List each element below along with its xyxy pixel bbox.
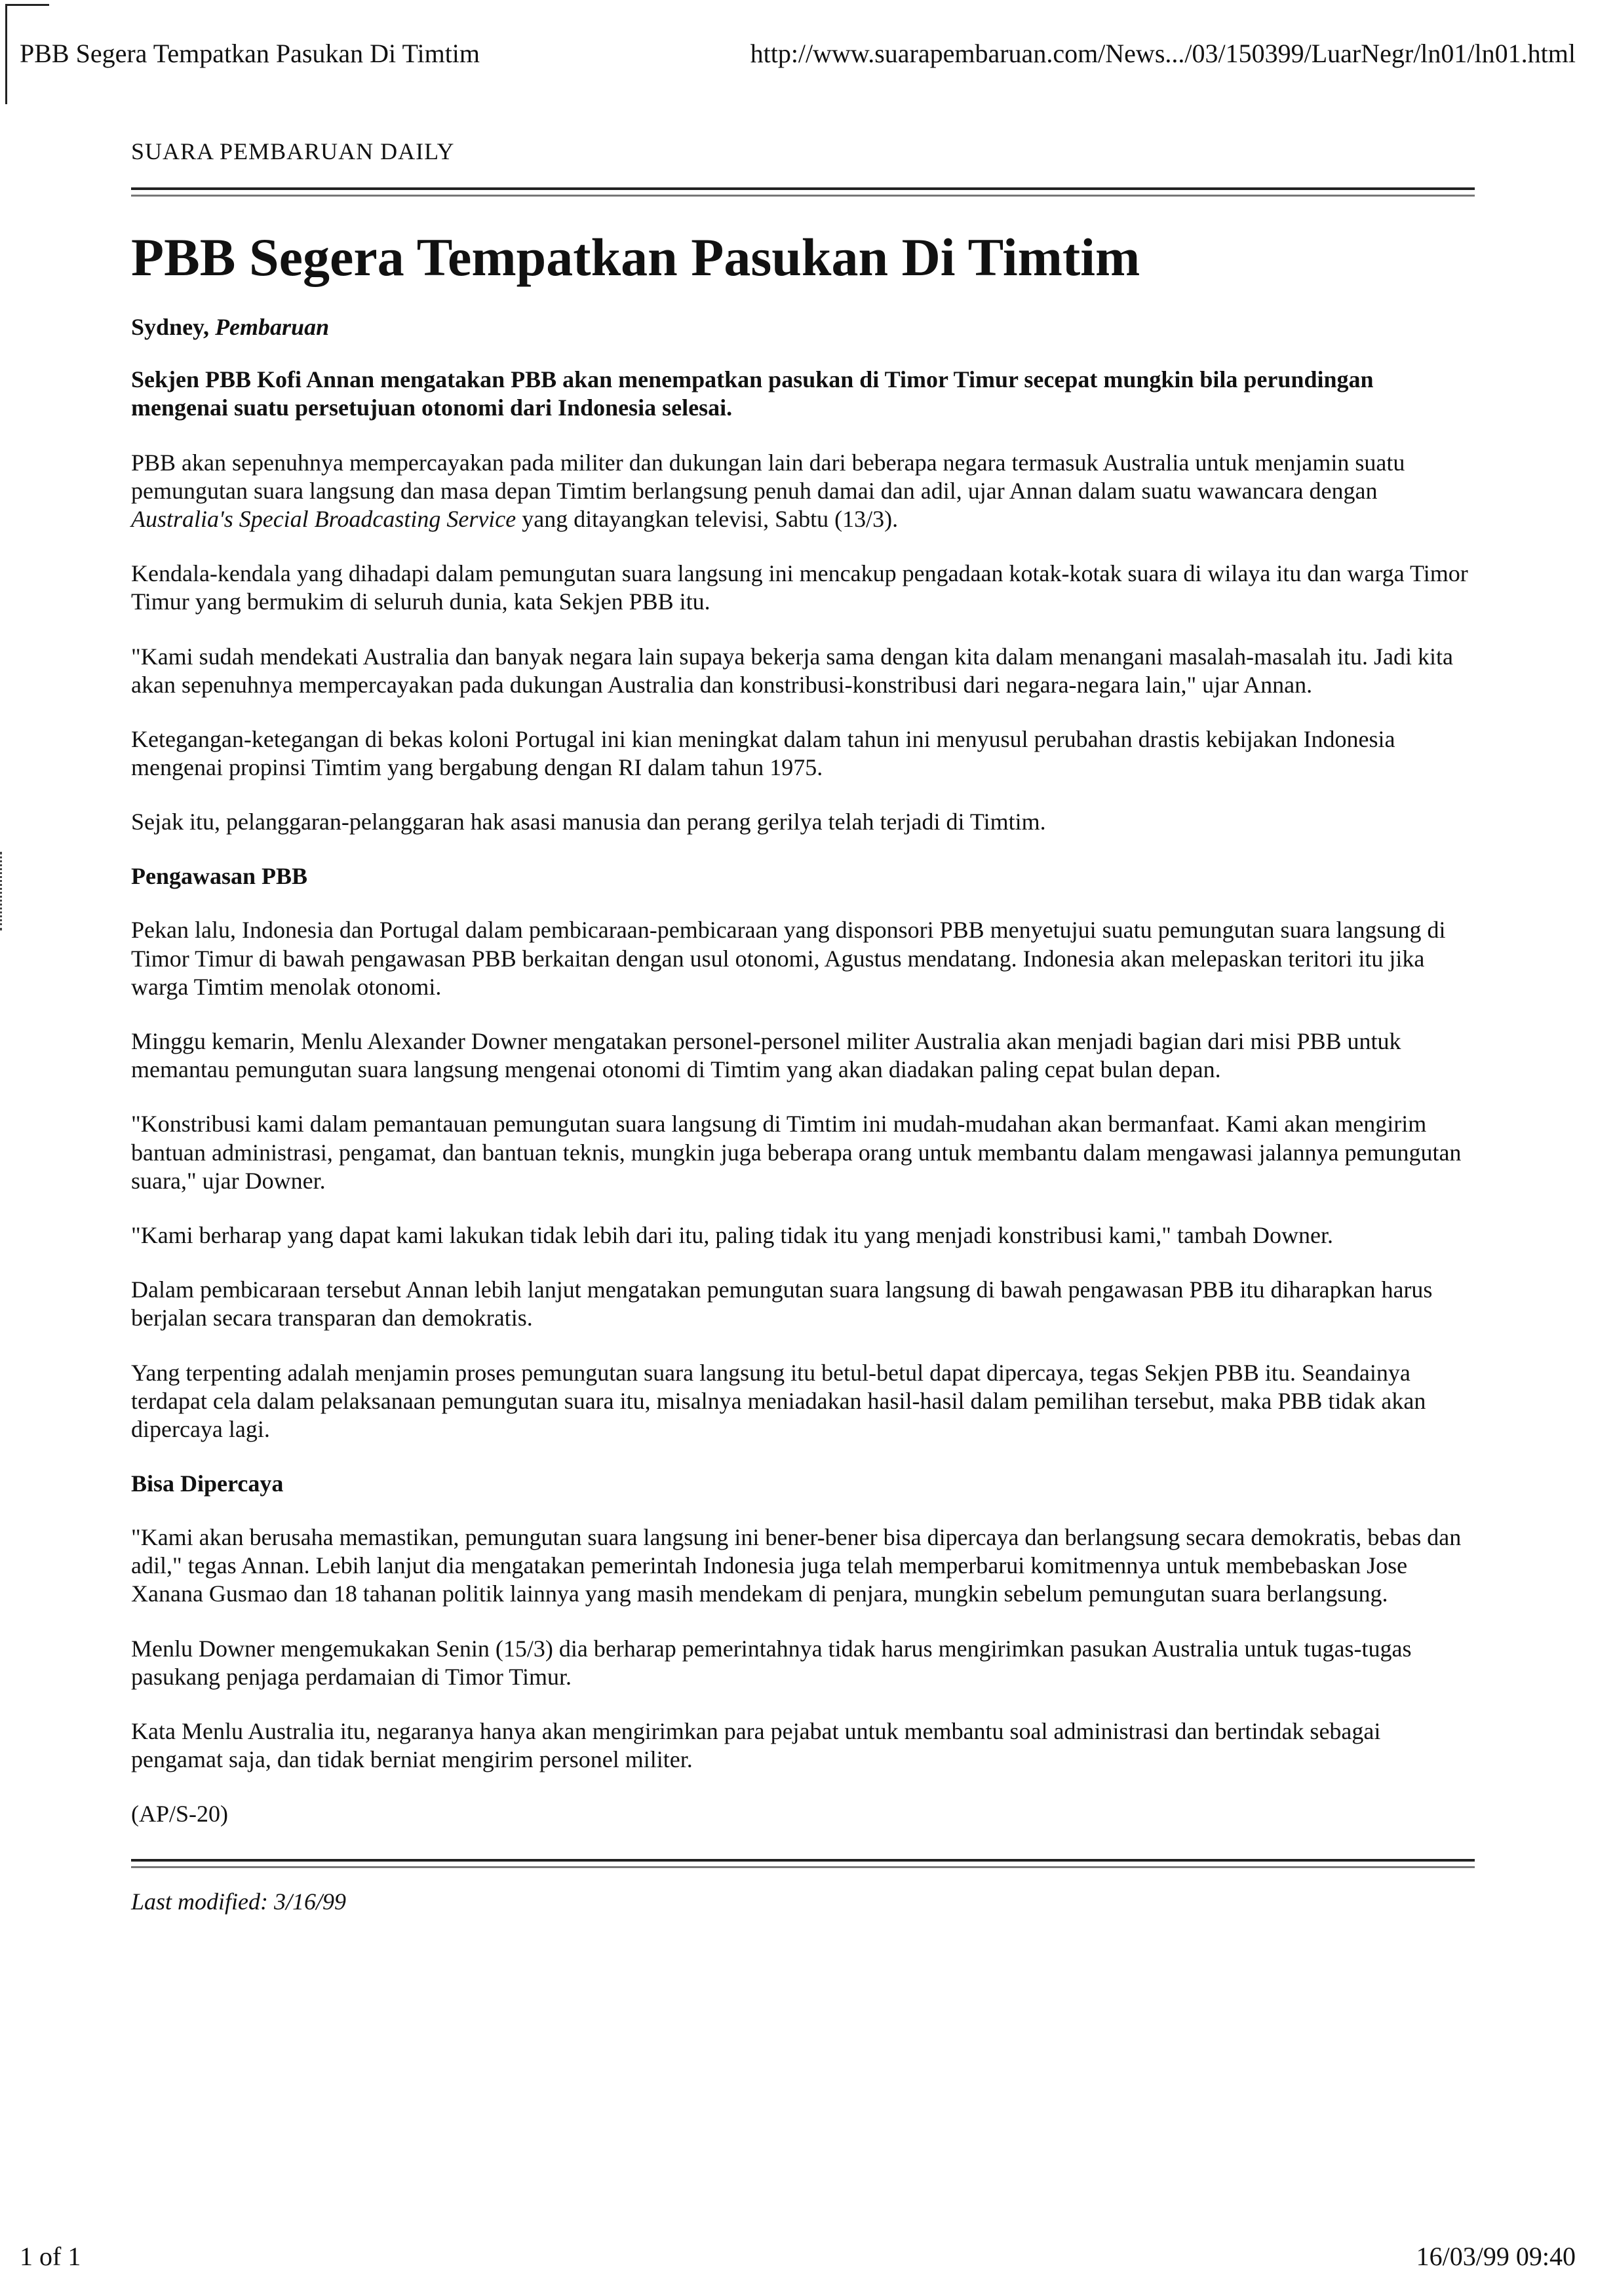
paragraph-9: "Kami berharap yang dapat kami lakukan tidak lebih dari itu, paling tidak itu yang menjadi konstribusi kami," tambah Downer.	[131, 1221, 1333, 1248]
paragraph-2: Kendala-kendala yang dihadapi dalam pemungutan suara langsung ini mencakup pengadaan kotak-kotak suara di wilaya itu dan warga Timor Timur yang bermukim di seluruh dunia, kata Sekjen PBB itu.	[131, 560, 1468, 615]
dateline-source: Pembaruan	[215, 314, 330, 341]
subheading-pengawasan: Pengawasan PBB	[131, 863, 308, 890]
paragraph-7: Minggu kemarin, Menlu Alexander Downer mengatakan personel-personel militer Australia akan menjadi bagian dari misi PBB untuk memantau pemungutan suara langsung mengenai otonomi di Timtim yang akan diadakan paling cepat bulan depan.	[131, 1028, 1401, 1083]
bottom-divider	[131, 1859, 1475, 1868]
print-header-url: http://www.suarapembaruan.com/News.../03/150399/LuarNegr/ln01/ln01.html	[750, 39, 1576, 68]
dateline	[131, 313, 1475, 341]
paragraph-6: Pekan lalu, Indonesia dan Portugal dalam pembicaraan-pembicaraan yang disponsori PBB menyetujui suatu pemungutan suara langsung di Timor Timur di bawah pengawasan PBB berkaitan dengan usul otonomi, Agustus mendatang. Indonesia akan melepaskan teritori itu jika warga Timtim menolak otonomi.	[131, 917, 1446, 1000]
page-number: 1 of 1	[20, 2242, 81, 2271]
subheading-bisa-dipercaya: Bisa Dipercaya	[131, 1470, 284, 1497]
top-divider	[131, 187, 1475, 197]
paragraph-4: Ketegangan-ketegangan di bekas koloni Portugal ini kian meningkat dalam tahun ini menyusul perubahan drastis kebijakan Indonesia mengenai propinsi Timtim yang bergabung dengan RI dalam tahun 1975.	[131, 725, 1395, 781]
paragraph-1-text: PBB akan sepenuhnya mempercayakan pada militer dan dukungan lain dari beberapa negara termasuk Australia untuk menjamin suatu pemungutan suara langsung dan masa depan Timtim berlangsung penuh damai dan adil, ujar Annan dalam suatu wawancara dengan	[131, 449, 1405, 504]
paragraph-14: Kata Menlu Australia itu, negaranya hanya akan mengirimkan para pejabat untuk membantu soal administrasi dan bertindak sebagai pengamat saja, dan tidak berniat mengirim personel militer.	[131, 1718, 1381, 1773]
paragraph-1	[131, 449, 1475, 534]
article-content	[131, 131, 1475, 1915]
paragraph-12: "Kami akan berusaha memastikan, pemungutan suara langsung ini bener-bener bisa dipercaya dan berlangsung secara demokratis, bebas dan adil," tegas Annan. Lebih lanjut dia mengatakan pemerintah Indonesia juga telah memperbarui komitmennya untuk membebaskan Jose Xanana Gusmao dan 18 tahanan politik lainnya yang masih mendekam di penjara, mungkin sebelum pemungutan suara berlangsung.	[131, 1524, 1462, 1607]
article-credit: (AP/S-20)	[131, 1801, 229, 1827]
article-headline: PBB Segera Tempatkan Pasukan Di Timtim	[131, 227, 1140, 287]
masthead: SUARA PEMBARUAN DAILY	[131, 138, 455, 164]
last-modified: Last modified: 3/16/99	[131, 1888, 347, 1915]
article-lead: Sekjen PBB Kofi Annan mengatakan PBB akan menempatkan pasukan di Timor Timur secepat mungkin bila perundingan mengenai suatu persetujuan otonomi dari Indonesia selesai.	[131, 366, 1374, 421]
paragraph-1-tail: yang ditayangkan televisi, Sabtu (13/3).	[522, 505, 899, 532]
paragraph-11: Yang terpenting adalah menjamin proses pemungutan suara langsung itu betul-betul dapat dipercaya, tegas Sekjen PBB itu. Seandainya terdapat cela dalam pelaksanaan pemungutan suara itu, misalnya meniadakan hasil-hasil dalam pemilihan tersebut, maka PBB tidak akan dipercaya lagi.	[131, 1359, 1426, 1442]
paragraph-5: Sejak itu, pelanggaran-pelanggaran hak asasi manusia dan perang gerilya telah terjadi di Timtim.	[131, 809, 1046, 835]
scan-edge-dots	[0, 852, 4, 930]
print-header	[20, 38, 1576, 77]
dateline-place: Sydney,	[131, 314, 210, 341]
print-timestamp: 16/03/99 09:40	[1416, 2242, 1576, 2271]
paragraph-8: "Konstribusi kami dalam pemantauan pemungutan suara langsung di Timtim ini mudah-mudahan akan bermanfaat. Kami akan mengirim bantuan administrasi, pengamat, dan bantuan teknis, mungkin juga beberapa orang untuk membantu dalam mengawasi jalannya pemungutan suara," ujar Downer.	[131, 1111, 1462, 1194]
paragraph-13: Menlu Downer mengemukakan Senin (15/3) dia berharap pemerintahnya tidak harus mengirimkan pasukan Australia untuk tugas-tugas pasukang penjaga perdamaian di Timor Timur.	[131, 1635, 1412, 1690]
paragraph-1-italic: Australia's Special Broadcasting Service	[131, 505, 516, 532]
print-header-title: PBB Segera Tempatkan Pasukan Di Timtim	[20, 39, 480, 68]
paragraph-10: Dalam pembicaraan tersebut Annan lebih lanjut mengatakan pemungutan suara langsung di bawah pengawasan PBB itu diharapkan harus berjalan secara transparan dan demokratis.	[131, 1276, 1433, 1331]
print-footer	[20, 2241, 1576, 2280]
paragraph-3: "Kami sudah mendekati Australia dan banyak negara lain supaya bekerja sama dengan kita dalam menangani masalah-masalah itu. Jadi kita akan sepenuhnya mempercayakan pada dukungan Australia dan konstribusi-konstribusi dari negara-negara lain," ujar Annan.	[131, 643, 1453, 698]
